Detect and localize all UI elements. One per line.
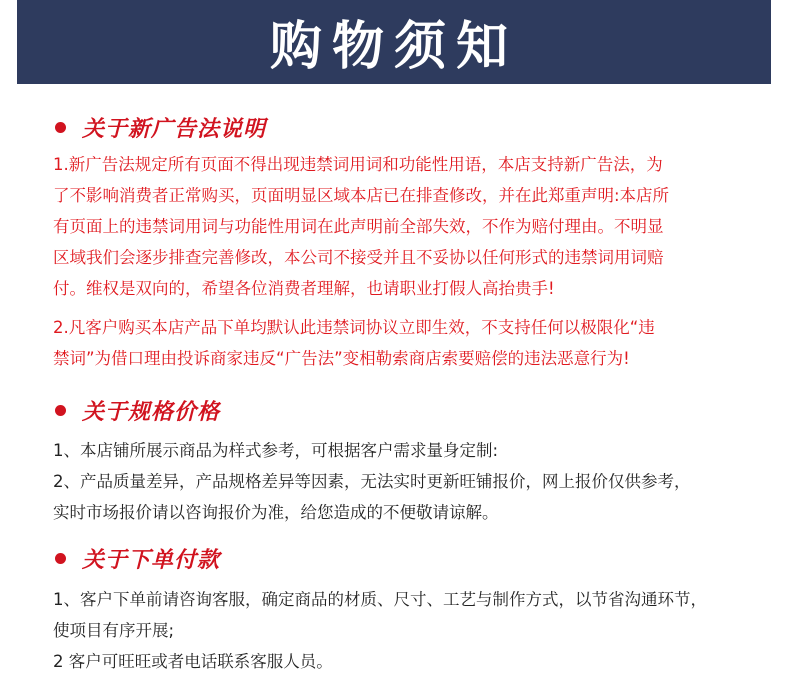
- paragraph-line: 2 客户可旺旺或者电话联系客服人员。: [53, 652, 333, 671]
- paragraph-line: 1.新广告法规定所有页面不得出现违禁词用词和功能性用语，本店支持新广告法，为: [53, 155, 663, 174]
- bullet-dot-icon: [55, 405, 66, 416]
- ad-law-paragraph-2: [53, 312, 775, 374]
- section-header-ordering: [55, 543, 220, 573]
- pricing-paragraph: [53, 435, 775, 528]
- paragraph-line: 2.凡客户购买本店产品下单均默认此违禁词协议立即生效，不支持任何以极限化“违: [53, 318, 655, 337]
- section-title-ordering: 关于下单付款: [82, 547, 221, 573]
- page-title: 购物须知: [269, 16, 518, 77]
- section-header-pricing: [55, 395, 220, 425]
- paragraph-line: 1、客户下单前请咨询客服，确定商品的材质、尺寸、工艺与制作方式，以节省沟通环节，: [53, 590, 707, 609]
- ad-law-paragraph-1: [53, 149, 775, 304]
- paragraph-line: 2、产品质量差异，产品规格差异等因素，无法实时更新旺铺报价，网上报价仅供参考，: [53, 472, 691, 491]
- paragraph-line: 实时市场报价请以咨询报价为准，给您造成的不便敬请谅解。: [53, 503, 499, 522]
- paragraph-line: 1、本店铺所展示商品为样式参考，可根据客户需求量身定制:: [53, 441, 499, 460]
- section-header-ad-law: [55, 112, 266, 142]
- page-banner: [17, 0, 771, 84]
- paragraph-line: 区域我们会逐步排查完善修改，本公司不接受并且不妥协以任何形式的违禁词用词赔: [53, 248, 664, 267]
- paragraph-line: 禁词”为借口理由投诉商家违反“广告法”变相勒索商店索要赔偿的违法恶意行为!: [53, 349, 630, 368]
- paragraph-line: 使项目有序开展;: [53, 621, 175, 640]
- bullet-dot-icon: [55, 122, 66, 133]
- bullet-dot-icon: [55, 553, 66, 564]
- section-title-pricing: 关于规格价格: [82, 399, 221, 425]
- ordering-paragraph: [53, 584, 775, 677]
- section-title-ad-law: 关于新广告法说明: [82, 116, 267, 142]
- paragraph-line: 付。维权是双向的，希望各位消费者理解，也请职业打假人高抬贵手!: [53, 279, 555, 298]
- paragraph-line: 有页面上的违禁词用词与功能性用词在此声明前全部失效，不作为赔付理由。不明显: [53, 217, 664, 236]
- paragraph-line: 了不影响消费者正常购买，页面明显区域本店已在排查修改，并在此郑重声明:本店所: [53, 186, 670, 205]
